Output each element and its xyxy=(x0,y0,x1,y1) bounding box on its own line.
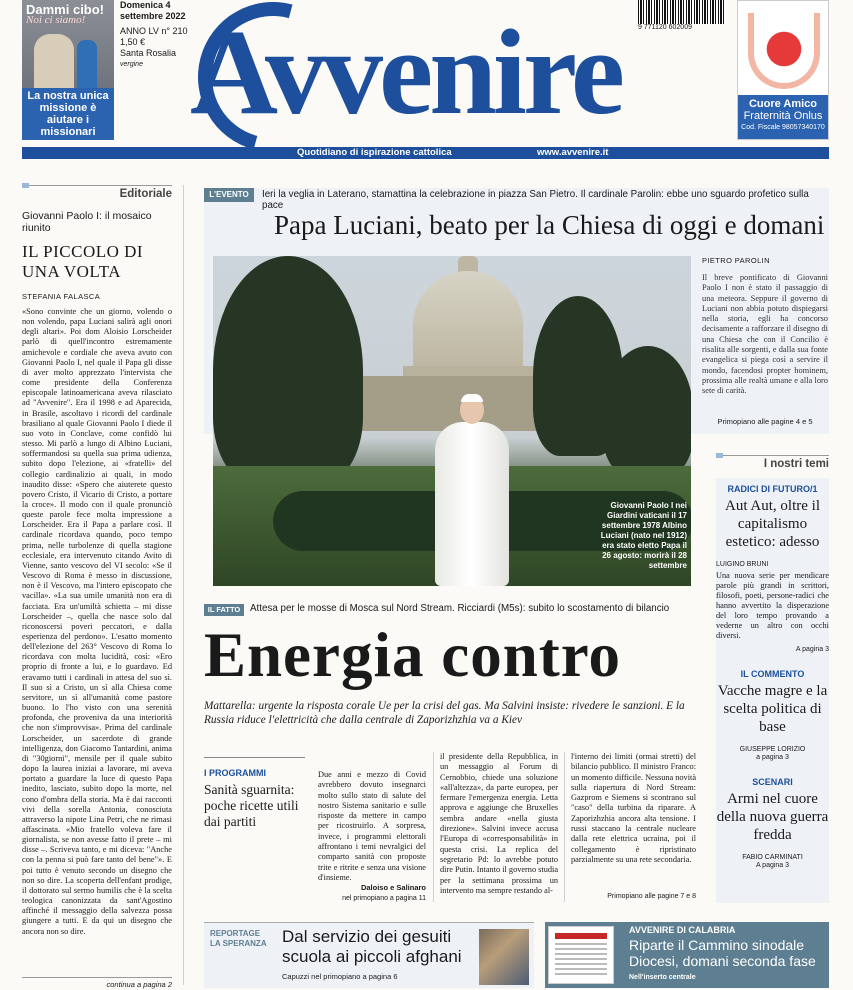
motto: Quotidiano di ispirazione cattolica xyxy=(297,147,452,158)
calabria-promo[interactable] xyxy=(545,922,829,988)
editorial-author: STEFANIA FALASCA xyxy=(22,292,101,301)
evento-title[interactable]: Papa Luciani, beato per la Chiesa di oggi e domani xyxy=(274,210,825,240)
issue-date: Domenica 4 settembre 2022 xyxy=(120,0,186,21)
editorial-kicker: Giovanni Paolo I: il mosaico riunito xyxy=(22,210,152,234)
editorial-section-head: Editoriale xyxy=(22,185,172,200)
reportage-photo xyxy=(479,929,529,985)
promo-caption: La nostra unica missione è aiutare i missionari xyxy=(22,88,114,140)
logo-text: Avvenire xyxy=(190,5,622,140)
tema-page-link[interactable]: A pagina 3 xyxy=(755,862,790,869)
fatto-column-3: l'interno dei limiti (ormai stretti) del bilancio pubblico. Il ministro Franco: un momento difficile. Nessuna novità sulla riapertura di Nord Stream: Gazprom e Siemens si scontrano sul "caso" della turbina da riparare. A Zaporizhzhia ancora alta tensione. I russi staccano la centrale nucleare dalla rete elettrica ucraina, poi il collegamento è ripristinato parzialmente su una rete secondaria. xyxy=(571,752,696,864)
tema-item[interactable] xyxy=(716,669,829,761)
tema-item[interactable] xyxy=(716,777,829,869)
tema-title: Aut Aut, oltre il capitalismo estetico: adesso xyxy=(725,498,820,550)
programmi-kicker: I PROGRAMMI xyxy=(204,768,266,778)
tema-kicker: IL COMMENTO xyxy=(740,669,805,679)
st-peter-dome xyxy=(413,271,523,381)
tema-author: GIUSEPPE LORIZIO xyxy=(739,746,806,753)
calabria-label: AVVENIRE DI CALABRIA xyxy=(629,925,736,935)
reportage-promo[interactable] xyxy=(204,922,534,988)
website-link[interactable]: www.avvenire.it xyxy=(537,147,609,158)
issue-info xyxy=(120,0,195,70)
barcode-icon xyxy=(638,0,726,24)
tema-item[interactable] xyxy=(716,484,829,653)
temi-section-head: I nostri temi xyxy=(716,455,829,470)
main-subhead: Mattarella: urgente la risposta corale Ue per la crisi del gas. Ma Salvini insiste: rivedere le sanzioni. E la Russia riduce l'elettricità che dalla centrale di Zaporizhzhia va a Kiev xyxy=(204,700,685,726)
cuore-amico-subname: Fraternità Onlus xyxy=(743,110,823,122)
tema-title: Vacche magre e la scelta politica di base xyxy=(717,683,828,735)
reportage-page-link: Capuzzi nel primopiano a pagina 6 xyxy=(282,972,398,981)
issue-saint-note: vergine xyxy=(120,61,143,68)
evento-label: L'EVENTO xyxy=(204,188,254,202)
motto-bar xyxy=(22,147,829,159)
programmi-title: Sanità sguarnita: poche ricette utili dai partiti xyxy=(204,782,299,829)
parolin-author: PIETRO PAROLIN xyxy=(702,256,770,265)
programmi-body: Due anni e mezzo di Covid avrebbero dovuto insegnarci molto sullo stato di salute del nostro Sistema sanitario e sulle risposte da mettere in campo per ricostruirlo. A sorpresa, invece, i programmi elettorali affrontano i temi nevralgici del comparto sanità con proposte trite e ritrite e senza una visione d'insieme. xyxy=(318,770,426,882)
tema-body: Una nuova serie per mendicare parole più grandi in scrittori, filosofi, poeti, persone-radici che hanno avvertito la disperazione del loro tempo provando a vederne un altro con occhi diversi. xyxy=(716,571,829,640)
column-divider xyxy=(183,185,184,985)
parolin-column xyxy=(702,256,828,397)
photo-caption: Giovanni Paolo I nei Giardini vaticani il 17 settembre 1978 Albino Luciani (nato nel 1912) era stato eletto Papa il 26 agosto: morirà il 28 settembre xyxy=(600,501,687,570)
column-divider xyxy=(433,752,434,902)
tema-kicker: RADICI DI FUTURO/1 xyxy=(727,484,818,494)
issue-saint: Santa Rosalia xyxy=(120,48,177,58)
calabria-insert-link: Nell'inserto centrale xyxy=(629,974,696,981)
fatto-label: IL FATTO xyxy=(204,604,244,616)
promo-missionari[interactable] xyxy=(22,0,114,140)
programmi-signature: Daloiso e Salinaro xyxy=(360,883,426,892)
calabria-title-1: Riparte il Cammino sinodale xyxy=(629,937,805,953)
editorial-column xyxy=(22,185,172,975)
tema-kicker: SCENARI xyxy=(752,777,793,787)
calabria-title-2: Diocesi, domani seconda fase xyxy=(629,953,816,969)
fatto-column-2: il presidente della Repubblica, in un messaggio al Forum di Cernobbio, chiede una soluzione «all'altezza», da parte europea, per fermare l'emergenza energia. Letta approva e aggiunge che Bruxelles sembra andare «nella giusta direzione». Salvini invece accusa l'Europa di «corresponsabilità» in questa crisi. La replica del segretario Pd: lo avrebbe potuto dire Putin. Intanto il governo studia per la settimana prossima un intervento ma sempre restando al- xyxy=(440,752,558,895)
tema-page-link[interactable]: A pagina 3 xyxy=(795,646,829,653)
parolin-body: Il breve pontificato di Giovanni Paolo I non è stato il passaggio di una meteora. Seppure il governo di Luciani non abbia potuto dispiegarsi nella storia, egli ha concorso decisamente a rafforzare il disegno di una Chiesa che con il Concilio è risalita alle sorgenti, e dalla sua fonte evangelica si piega così a servire il mondo, facendosi propter hominem, prossima alle realtà umane e alla loro sete di carità. xyxy=(702,273,828,396)
promo-line2: Noi ci siamo! xyxy=(26,14,86,26)
cuore-amico-name: Cuore Amico xyxy=(748,98,818,110)
barcode-number: 9 771120 602009 xyxy=(638,24,692,31)
tema-title: Armi nel cuore della nuova guerra fredda xyxy=(716,791,829,843)
cuore-amico-fiscal: Cod. Fiscale 98057340170 xyxy=(741,124,825,131)
fatto-page-link[interactable]: Primopiano alle pagine 7 e 8 xyxy=(607,893,696,900)
main-headline[interactable]: Energia contro xyxy=(204,620,622,690)
pine-tree xyxy=(603,346,691,476)
tema-page-link[interactable]: a pagina 3 xyxy=(756,754,789,761)
tema-author: FABIO CARMINATI xyxy=(742,854,803,861)
editorial-continue-link[interactable]: continua a pagina 2 xyxy=(22,977,172,989)
pope-figure xyxy=(430,396,512,586)
heart-icon xyxy=(764,29,804,69)
issue-number: ANNO LV n° 210 xyxy=(120,26,188,36)
promo-line1: Dammi cibo! xyxy=(26,2,105,17)
evento-kicker: Ieri la veglia in Laterano, stamattina la celebrazione in piazza San Pietro. Il cardinale Parolin: ebbe uno sguardo profetico sulla pace xyxy=(262,189,809,211)
reportage-title: Dal servizio dei gesuiti scuola ai piccoli afghani xyxy=(282,927,462,966)
tema-author: LUIGINO BRUNI xyxy=(716,561,769,568)
programmi-box[interactable] xyxy=(204,757,305,892)
evento-page-link[interactable]: Primopiano alle pagine 4 e 5 xyxy=(717,417,813,426)
calabria-newspaper-thumbnail xyxy=(548,926,614,984)
programmi-page-link[interactable]: nel primopiano a pagina 11 xyxy=(342,895,426,902)
reportage-label: REPORTAGE LA SPERANZA xyxy=(210,929,267,948)
barcode xyxy=(638,0,728,34)
fatto-kicker: Attesa per le mosse di Mosca sul Nord Stream. Ricciardi (M5s): subito lo scostamento di bilancio xyxy=(250,603,670,614)
editorial-body: «Sono convinte che un giorno, volendo o non volendo, papa Luciani salirà agli onori degli altari». Poi dom Aloisio Lorscheider parlò di quell'incontro estremamente amichevole e cordiale che aveva avuto con Giovanni Paolo I, nel quale il Papa gli disse di aver molto apprezzato l'intervista che come presidente della Conferenza episcopale latinoamericana aveva rilasciato ad "Avvenire". Era il 1998 e ad Aparecida, in Brasile, ascoltavo i ricordi del cardinale brasiliano al quale Giovanni Paolo I diede il suo voto in Conclave, come confidò lui stesso. Mi parlò a lungo di Albino Luciani, soffermandosi su quella sua prima udienza, subito dopo l'elezione, ai «fratelli» del collegio cardinalizio ai quali, in modo inaudito disse: «Spero che aiuterete questo povero Cristo, il Vicario di Cristo, a portare la croce». Il modo con il quale pronunciò queste parole fece molta impressione a Lorscheider. Era il Papa a parlare così. Il cardinale ricordava quando, poco tempo prima, nelle turbolenze di quella stagione ecclesiale, era intervenuto citando Avito di Vienne, santo vescovo del VI secolo: «Se il Vescovo di Roma è messo in discussione, non è il Vescovo, ma l'intero episcopato che vacilla». «La sua umile umanità non era di facciata. Era un'umiltà schietta – mi disse Lorscheider –, quella che nasce solo dal riconoscersi poveri peccatori, e dalla esperienza del perdono». L'esatto momento dell'elezione del 263° Vescovo di Roma lo ricordava con molta lucidità, così: «Ero proprio di fronte a lui, e lo guardavo. Ed eravamo tutti i cardinali in attesa del suo sì. Il suo sì a Cristo, un sì alla Chiesa come servitore, un sì all'umanità come pastore buono. Io l'ho visto con una serenità profonda, che proveniva da una interiorità che non s'improvvisa». Prima del cardinale Lorscheider, un sacerdote di grande intelligenza, don Giacomo Tantardini, anima di "30giorni", mensile per il quale subito dopo la laurea iniziai a lavorare, mi aveva portato a guardare la luce di questo Papa inedito, lasciato, subito dopo la morte, nel cono d'ombra della storia. Ma è dai racconti vivi della sorella Antonia, conosciuta attraverso la nipote Lina Petri, che ne rimasi affascinata. «Mio fratello voleva fare il giornalista, se non avesse fatto il prete – mi disse –. Scriveva tanto, e mi diceva: "Anche con la penna si può fare tanto del bene"». E poi tutto è venuto secondo un disegno che non so dire. La scoperta dell'enfant prodige, il dottorato sul sermo humilis che è la scelta teologica canonizzata da sant'Agostino affinché il messaggio della salvezza possa giungere a tutti. E da qui un disegno che ancora non so dire. xyxy=(22,307,172,936)
pine-tree xyxy=(213,256,363,486)
column-divider xyxy=(564,752,565,902)
temi-column xyxy=(716,455,829,869)
promo-child-image xyxy=(77,40,97,90)
issue-price: 1,50 € xyxy=(120,37,146,47)
cuore-amico-ad[interactable] xyxy=(737,0,829,140)
editorial-title[interactable]: IL PICCOLO DI UNA VOLTA xyxy=(22,242,144,281)
